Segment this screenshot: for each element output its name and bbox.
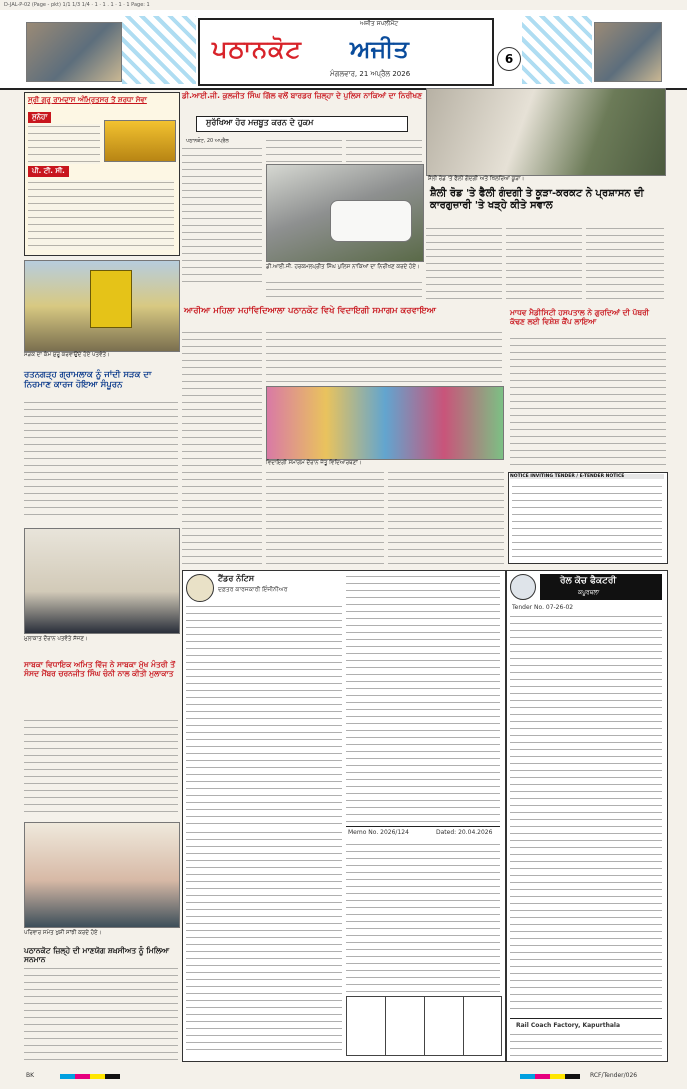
meeting-photo [24, 528, 180, 634]
family-photo [24, 822, 180, 928]
college-text-3 [266, 470, 384, 566]
ad-golden-temple-photo [104, 120, 176, 162]
bottom-mark-left: BK [26, 1072, 35, 1079]
tender-left-text-1 [186, 604, 342, 824]
road-text-2 [506, 226, 582, 302]
left-text-1 [24, 400, 178, 520]
tender-right-no: Tender No. 07-26-02 [512, 604, 574, 611]
lead-text-col3 [346, 138, 422, 162]
print-slug: D-JAL-P-02 (Page - pkt) 1/1 1/3 1/4 · 1 · 1 . 1 · 1 · 1 Page: 1 [4, 2, 150, 8]
tender-left-table [346, 996, 502, 1056]
road-text-3 [586, 226, 664, 302]
tender-right-footer: Rail Coach Factory, Kapurthala [516, 1022, 620, 1029]
masthead-pattern-right [522, 16, 592, 84]
tender-right-title: ਰੇਲ ਕੋਚ ਫੈਕਟਰੀ [560, 576, 617, 586]
lead-byline: ਪਠਾਨਕੋਟ, 20 ਅਪ੍ਰੈਲ [186, 138, 229, 144]
left-caption-2: ਮੁਲਾਕਾਤ ਦੌਰਾਨ ਪਤਵੰਤੇ ਸੱਜਣ। [24, 636, 88, 642]
lead-caption: ਡੀ.ਆਈ.ਜੀ. ਹਰਕਮਲਪ੍ਰੀਤ ਸਿੰਘ ਪੁਲਿਸ ਨਾਕਿਆਂ ਦਾ ਨਿਰੀਖਣ ਕਰਦੇ ਹੋਏ। [266, 264, 420, 270]
road-text-1 [426, 226, 502, 302]
ad-text-2 [28, 180, 174, 250]
lead-headline: ਡੀ.ਆਈ.ਜੀ. ਕੁਲਜੀਤ ਸਿੰਘ ਗਿੱਲ ਵਲੋਂ ਬਾਰਡਰ ਜ਼ਿਲ੍ਹਾ ਦੇ ਪੁਲਿਸ ਨਾਕਿਆਂ ਦਾ ਨਿਰੀਖਣ [182, 91, 422, 100]
masthead-city: ਪਠਾਨਕੋਟ [212, 34, 302, 63]
ad-text [28, 124, 100, 164]
tender-right-rule [510, 1018, 662, 1019]
hospital-headline: ਮਾਧਵ ਮੈਡੀਸਿਟੀ ਹਸਪਤਾਲ ਨੇ ਗੁਰਦਿਆਂ ਦੀ ਪੱਥਰੀ ਕੱਢਣ ਲਈ ਵਿਸ਼ੇਸ਼ ਕੈਂਪ ਲਾਇਆ [510, 308, 650, 326]
tender-left-emblem [186, 574, 214, 602]
edition-tag: ਅਜੀਤ ਸਪਲੀਮੈਂਟ [360, 20, 399, 27]
ad-sub: ਪੀ. ਟੀ. ਸੀ. [28, 166, 69, 177]
lead-subhead: ਸੁਰੱਖਿਆ ਹੋਰ ਮਜ਼ਬੂਤ ਕਰਨ ਦੇ ਹੁਕਮ [206, 118, 314, 127]
tender-right-emblem [510, 574, 536, 600]
left-headline-3: ਪਠਾਨਕੋਟ ਜ਼ਿਲ੍ਹੇ ਦੀ ਮਾਣਯੋਗ ਸ਼ਖ਼ਸੀਅਤ ਨੂੰ ਮਿਲਿਆ ਸਨਮਾਨ [24, 946, 170, 964]
masthead-photo-right [594, 22, 662, 82]
college-photo [266, 386, 504, 460]
left-text-3 [24, 966, 178, 1060]
masthead-pattern-left [122, 16, 196, 84]
hospital-text [510, 336, 666, 468]
tender-left-rule [346, 826, 500, 827]
lead-car [330, 200, 412, 242]
notice-title: NOTICE INVITING TENDER / E-TENDER NOTICE [510, 474, 664, 479]
tender-left-subtitle: ਦਫ਼ਤਰ ਕਾਰਜਕਾਰੀ ਇੰਜੀਨੀਅਰ [218, 586, 288, 593]
tender-left-ref: Memo No. 2026/124 [348, 829, 409, 836]
masthead-paper: ਅਜੀਤ [350, 34, 409, 63]
road-photo [426, 88, 666, 176]
left-caption-1: ਸੜਕ ਦਾ ਕੰਮ ਸ਼ੁਰੂ ਕਰਵਾਉਂਦੇ ਹੋਏ ਪਤਵੰਤੇ। [24, 352, 110, 358]
tender-right-text [510, 614, 662, 1014]
college-caption: ਵਿਦਾਇਗੀ ਸਮਾਗਮ ਦੌਰਾਨ ਜੇਤੂ ਵਿਦਿਆਰਥਣਾਂ। [266, 460, 362, 466]
tender-left-text-2 [346, 574, 500, 822]
masthead-photo-left [26, 22, 122, 82]
road-headline: ਸ਼ੈਲੀ ਰੋਡ 'ਤੇ ਫੈਲੀ ਗੰਦਗੀ ਤੇ ਕੂੜਾ-ਕਰਕਟ ਨੇ ਪ੍ਰਸ਼ਾਸਨ ਦੀ ਕਾਰਗੁਜ਼ਾਰੀ 'ਤੇ ਖੜ੍ਹੇ ਕੀਤੇ ਸਵਾਲ [430, 188, 644, 211]
ad-label: ਸੁਨੇਹਾ [28, 112, 51, 123]
tender-right-subtitle: ਕਪੂਰਥਲਾ [578, 589, 600, 596]
ad-title: ਸ੍ਰੀ ਗੁਰੂ ਰਾਮਦਾਸ ਅੰਮ੍ਰਿਤਸਰ ਤੋਂ ਸ਼ਰਧਾ ਸੇਵਾ [28, 96, 147, 104]
tender-right-footer-text [510, 1032, 662, 1056]
tender-left-date: Dated: 20.04.2026 [436, 829, 493, 836]
college-headline: ਆਰੀਆ ਮਹਿਲਾ ਮਹਾਂਵਿਦਿਆਲਾ ਪਠਾਨਕੋਟ ਵਿਖੇ ਵਿਦਾਇਗੀ ਸਮਾਗਮ ਕਰਵਾਇਆ [184, 306, 436, 316]
tender-left-title: ਟੈਂਡਰ ਨੋਟਿਸ [218, 574, 255, 583]
masthead-date: ਮੰਗਲਵਾਰ, 21 ਅਪ੍ਰੈਲ 2026 [330, 70, 411, 78]
lead-text-col2 [266, 138, 342, 162]
color-bar-left [60, 1074, 120, 1079]
college-text-4 [388, 470, 504, 566]
left-text-2 [24, 718, 178, 818]
road-caption: ਸ਼ੈਲੀ ਰੋਡ 'ਤੇ ਫੈਲੀ ਗੰਦਗੀ ਅਤੇ ਖਿੱਲਰਿਆ ਕੂੜਾ। [428, 176, 525, 182]
roller-machine [90, 270, 132, 328]
lead-text-col1 [182, 146, 262, 286]
college-text-1 [182, 330, 262, 566]
college-text-2 [266, 330, 502, 384]
tender-left-text-3 [186, 830, 342, 1056]
bottom-mark-right: RCF/Tender/026 [590, 1072, 638, 1079]
tender-left-text-4 [346, 842, 500, 992]
left-caption-3: ਪਰਿਵਾਰ ਸਮੇਤ ਖੁਸ਼ੀ ਸਾਂਝੀ ਕਰਦੇ ਹੋਏ। [24, 930, 102, 936]
lead-text-col4 [266, 280, 422, 300]
color-bar-right [520, 1074, 580, 1079]
notice-text [512, 484, 662, 558]
left-headline-2: ਸਾਬਕਾ ਵਿਧਾਇਕ ਅਮਿਤ ਵਿੱਜ ਨੇ ਸਾਬਕਾ ਮੁੱਖ ਮੰਤਰੀ ਤੋਂ ਸੰਸਦ ਮੈਂਬਰ ਚਰਨਜੀਤ ਸਿੰਘ ਚੰਨੀ ਨਾਲ ਕੀਤੀ ਮੁਲਾਕਾਤ [24, 660, 176, 678]
left-headline-1: ਰਤਨਗੜ੍ਹ ਗ੍ਰਾਮਲਾਕ ਨੂੰ ਜਾਂਦੀ ਸੜਕ ਦਾ ਨਿਰਮਾਣ ਕਾਰਜ ਹੋਇਆ ਸੰਪੂਰਨ [24, 370, 152, 391]
page-number: 6 [497, 47, 521, 71]
